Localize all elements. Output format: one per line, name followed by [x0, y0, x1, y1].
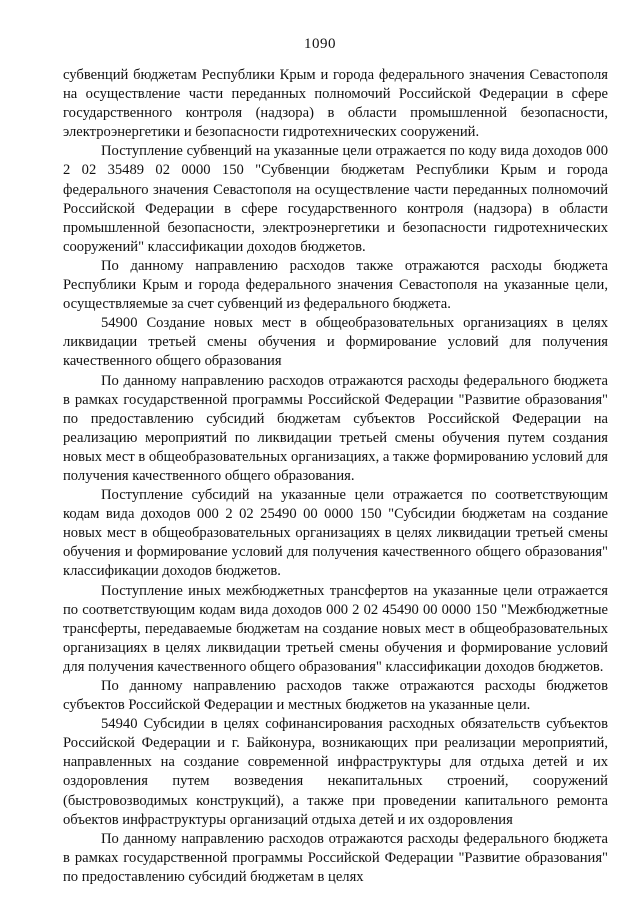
section-heading-54940: 54940 Субсидии в целях софинансирования расходных обязательств субъектов Российской Федерации и г. Байконура, возникающих при реализации мероприятий, направленных на создание современной инфраструктуры для отдыха детей и их оздоровления путем возведения некапитальных строений, сооружений (быстровозводимых конструкций), а также при проведении капитального ремонта объектов инфраструктуры организаций отдыха детей и их оздоровления: [63, 716, 608, 828]
paragraph: Поступление субвенций на указанные цели отражается по коду вида доходов 000 2 02 35489 02 0000 150 "Субвенции бюджетам Республики Крым и города федерального значения Севастополя на осуществление части переданных полномочий Российской Федерации в сфере государственного контроля (надзора) в области промышленной безопасности, электроэнергетики и безопасности гидротехнических сооружений" классификации доходов бюджетов.: [63, 143, 608, 255]
paragraph: По данному направлению расходов также отражаются расходы бюджетов субъектов Российской Федерации и местных бюджетов на указанные цели.: [63, 678, 608, 714]
paragraph: субвенций бюджетам Республики Крым и города федерального значения Севастополя на осуществление части переданных полномочий Российской Федерации в сфере государственного контроля (надзора) в области промышленной безопасности, электроэнергетики и безопасности гидротехнических сооружений.: [63, 67, 608, 141]
paragraph: Поступление иных межбюджетных трансфертов на указанные цели отражается по соответствующим кодам вида доходов 000 2 02 45490 00 0000 150 "Межбюджетные трансферты, передаваемые бюджетам на создание новых мест в общеобразовательных организациях в целях ликвидации третьей смены обучения и формирование условий для получения качественного общего образования" классификации доходов бюджетов.: [63, 582, 608, 675]
section-heading-54900: 54900 Создание новых мест в общеобразовательных организациях в целях ликвидации третьей смены обучения и формирование условий для получения качественного общего образования: [63, 315, 608, 370]
paragraph: По данному направлению расходов отражаются расходы федерального бюджета в рамках государственной программы Российской Федерации "Развитие образования" по предоставлению субсидий бюджетам субъектов Российской Федерации на реализацию мероприятий по ликвидации третьей смены обучения путем создания новых мест в общеобразовательных организациях, а также формированию условий для получения качественного общего образования.: [63, 372, 608, 484]
page-number: 1090: [304, 36, 336, 52]
document-body: [63, 66, 608, 887]
paragraph: По данному направлению расходов также отражаются расходы бюджета Республики Крым и города федерального значения Севастополя на указанные цели, осуществляемые за счет субвенций из федерального бюджета.: [63, 257, 608, 313]
paragraph: По данному направлению расходов отражаются расходы федерального бюджета в рамках государственной программы Российской Федерации "Развитие образования" по предоставлению субсидий бюджетам в целях: [63, 830, 608, 885]
paragraph: Поступление субсидий на указанные цели отражается по соответствующим кодам вида доходов 000 2 02 25490 00 0000 150 "Субсидии бюджетам на создание новых мест в общеобразовательных организациях в целях ликвидации третьей смены обучения и формирование условий для получения качественного общего образования" классификации доходов бюджетов.: [63, 487, 608, 580]
